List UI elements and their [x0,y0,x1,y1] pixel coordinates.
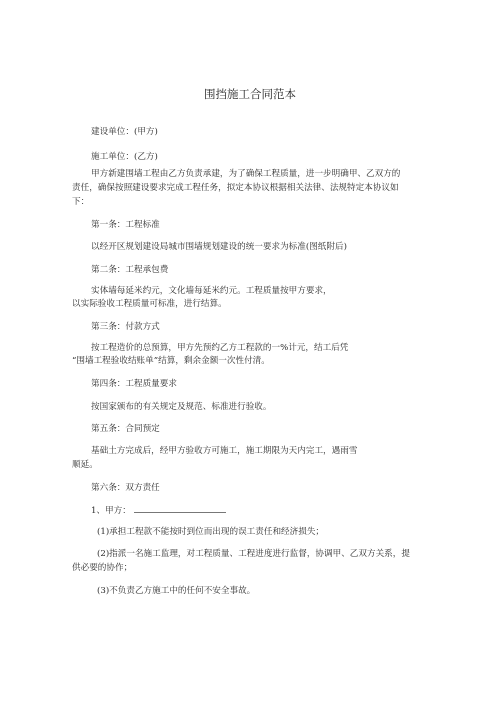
party-a-line: 建设单位：(甲方) [91,127,158,137]
intro-line-3: 下： [72,197,90,207]
article-5-heading: 第五条：合同预定 [91,424,160,434]
intro-line-1: 甲方新建围墙工程由乙方负责承建，为了确保工程质量，进一步明确甲、乙双方的 [91,169,401,179]
party-a-duty-label: 1、甲方： [91,506,131,516]
article-2-line-1: 实体墙每延米约元，文化墙每延米约元。工程质量按甲方要求， [91,286,332,296]
article-6-heading: 第六条：双方责任 [91,483,160,493]
duty-1-line-1: (1)承担工程款不能按时到位而出现的误工责任和经济损失； [97,527,325,537]
intro-line-2: 责任，确保按照建设要求完成工程任务，拟定本协议根据相关法律、法规特定本协议如 [72,183,399,193]
party-b-line: 施工单位：(乙方) [91,152,158,162]
article-1-heading: 第一条：工程标准 [91,220,160,230]
article-2-heading: 第二条：工程承包费 [91,265,169,275]
article-3-heading: 第三条：付款方式 [91,322,160,332]
article-4-heading: 第四条：工程质量要求 [91,379,177,389]
duty-2-line-1: (2)指派一名施工监理，对工程质量、工程进度进行监督，协调甲、乙双方关系，提 [97,549,410,559]
party-a-duty-line [91,503,226,519]
article-1-line-1: 以经开区规划建设局城市围墙规划建设的统一要求为标准(图纸附后) [91,242,347,252]
article-3-line-2: “围墙工程验收结账单”结算，剩余金额一次性付清。 [72,356,270,366]
duty-2-line-2: 供必要的协作； [72,563,133,573]
fill-in-blank [134,503,226,513]
article-3-line-1: 按工程造价的总预算，甲方先预约乙方工程款的一%计元，结工后凭 [91,343,349,353]
article-4-line-1: 按国家颁布的有关规定及规范、标准进行验收。 [91,402,272,412]
article-5-line-2: 顺延。 [72,460,98,470]
document-title: 围挡施工合同范本 [204,87,296,101]
article-5-line-1: 基础土方完成后，经甲方验收方可施工，施工期限为天内完工，遇雨雪 [91,446,358,456]
article-2-line-2: 以实际验收工程质量可标准，进行结算。 [72,299,227,309]
duty-3-line-1: (3)不负责乙方施工中的任何不安全事故。 [97,586,256,596]
